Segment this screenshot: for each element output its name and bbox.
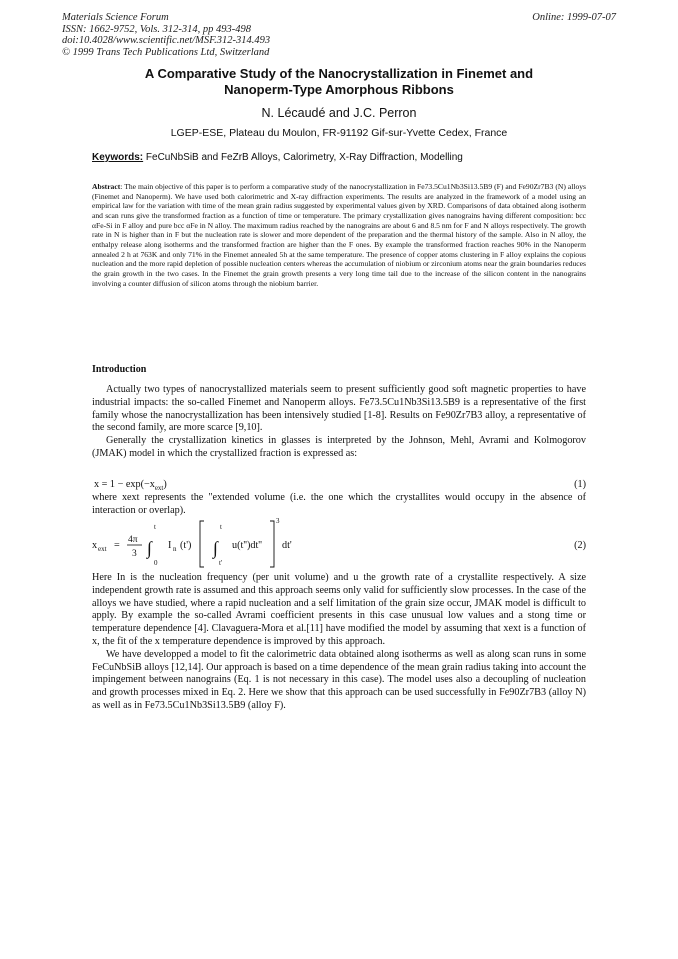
eq2-left-bracket [200,521,204,567]
abstract-text: : The main objective of this paper is to perform a comparative study of the nanocrystallization in Fe73.5Cu1Nb3Si13.5B9 (F) and Fe90Zr7B3 (N) alloys (Finemet and Nanoperm). We have used both calorimetric and X-ray diffraction experiments. The results are analyzed in the framework of a model using an empirical law for the variation with time of the mean grain radius suggested by experimental values given by XRD. Comparisons of data obtained along isotherm and scan runs give the transformed fraction as a function of time or temperature. The primary crystallization gives nanograins having different composition: bcc αFe-Si in F alloy and pure bcc αFe in N alloy. The maximum radius reached by the nanograins are about 6 and 8.5 nm for F and N alloys respectively. The growth rate in N is higher than in F but the nucleation rate is slower and more dependent of the preparation and the thermal history of the sample. Also in N alloy, the enthalpy release along isotherms and the transformed fraction are higher than the F ones. By example the transformed fraction reaches 90% in the Nanoperm annealed 2 h at 763K and only 71% in the Finemet annealed 5h at the same temperature. The presence of copper atoms clustering in F alloy explains the copious nucleation and the more rapid depletion of possible nucleation centers whereas the accumulation of niobium or zirconium atoms near the grain boundaries reduces the grain growth in the two cases. In the Finemet the grain growth presents a very long time tail due to the increase of the silicon content in the nanograins involving a counter diffusion of silicon atoms through the niobium barrier. [92,182,586,288]
keywords-text: FeCuNbSiB and FeZrB Alloys, Calorimetry, X-Ray Diffraction, Modelling [145,152,463,163]
eq2-f1: I [168,540,172,551]
eq2-right-bracket [270,521,274,567]
affiliation: LGEP-ESE, Plateau du Moulon, FR-91192 Gif-sur-Yvette Cedex, France [170,127,508,139]
keywords-label: Keywords: [92,152,144,163]
intro-body-3 [92,572,586,713]
eq2-upper-2: t [220,523,222,531]
keywords [92,152,463,163]
eq2-integral-1: ∫ [147,538,152,558]
intro-body-1 [92,384,586,461]
doi: doi:10.4028/www.scientific.net/MSF.312-314.493 [62,35,271,47]
abstract [92,182,586,288]
eq1-sub: ext [154,484,164,493]
paragraph-3: where xext represents the "extended volume (i.e. the one which the crystallites would occupy in the absence of interaction or overlap). [92,492,586,516]
issn: ISSN: 1662-9752, Vols. 312-314, pp 493-498 [62,23,251,35]
online-date: Online: 1999-07-07 [532,12,616,23]
eq2-f2: u(t'')dt'' [232,540,262,551]
eq2-f1-arg: (t') [180,540,192,551]
equation-1 [92,479,586,492]
section-heading: Introduction [92,364,147,375]
eq2-integral-2: ∫ [213,538,218,558]
eq2-lower: 0 [154,559,158,567]
abstract-label: Abstract [92,182,121,191]
eq2-number: (2) [574,540,586,551]
eq2-lhs-sub: ext [98,545,107,553]
eq2-tail: dt' [282,540,292,551]
eq1-text: x = 1 − exp(−x [94,479,155,490]
intro-body-2 [92,492,586,518]
title-line-2: Nanoperm-Type Amorphous Ribbons [224,81,454,97]
eq2-lhs: x [92,540,98,551]
paper-title [62,66,616,97]
eq2-upper: t [154,523,156,531]
equation-2 [92,517,586,569]
eq2-frac-num: 4π [128,535,138,545]
paragraph-2: Generally the crystallization kinetics in glasses is interpreted by the Johnson, Mehl, Avrami and Kolmogorov (JMAK) model in which the crystallized fraction is expressed as: [92,435,586,459]
journal-name: Materials Science Forum [62,12,169,23]
eq2-exponent: 3 [276,517,280,525]
paragraph-4: Here In is the nucleation frequency (per unit volume) and u the growth rate of a crystallite respectively. A size independent growth rate is assumed and this approach seems only valid for sufficiently slow processes. In the case of the alloys we have studied, where a rapid nucleation and a self limitation of the grain size occur, JMAK model is difficult to apply. By example the so-called Avrami coefficient presents in this case unusual low values and a stong time or temperature dependence [4]. Clavaguera-Mora et al.[11] have modified the model by assuming that xext is a function of x, the fit of the x temperature dependence is improved by this approach. [92,572,586,647]
paragraph-5: We have developped a model to fit the calorimetric data obtained along isotherms as well as along scan runs in some FeCuNbSiB alloys [12,14]. Our approach is based on a time dependence of the mean grain radius taking into account the impingement between nanograins (Eq. 1 is not necessary in this case). The model uses also a decoupling of nucleation and growth processes mixed in Eq. 2. Here we show that this approach can be used successfully in Fe90Zr7B3 (alloy N) as well as in Fe73.5Cu1Nb3Si13.5B9 (alloy F). [92,648,586,711]
eq2-f1-sub: n [173,545,177,553]
eq2-svg [92,517,586,571]
eq1-close: ) [163,479,167,490]
eq2-equals: = [114,540,120,551]
eq2-lower-2: t' [219,559,223,567]
eq2-frac-den: 3 [132,549,137,559]
title-line-1: A Comparative Study of the Nanocrystallization in Finemet and [144,66,534,81]
journal-header [62,12,442,58]
copyright: © 1999 Trans Tech Publications Ltd, Switzerland [62,46,270,58]
eq1-number: (1) [574,479,586,490]
paragraph-1: Actually two types of nanocrystallized materials seem to present sufficiently good soft magnetic properties to have industrial impacts: the so-called Finemet and Nanoperm alloys. Fe73.5Cu1Nb3Si13.5B9 is a representative of the first family whose the nanocrystallization has been intensively studied [1-8]. Results on Fe90Zr7B3 alloy, a representative of the second family, are more scarce [9,10]. [92,384,586,434]
authors: N. Lécaudé and J.C. Perron [261,106,417,120]
